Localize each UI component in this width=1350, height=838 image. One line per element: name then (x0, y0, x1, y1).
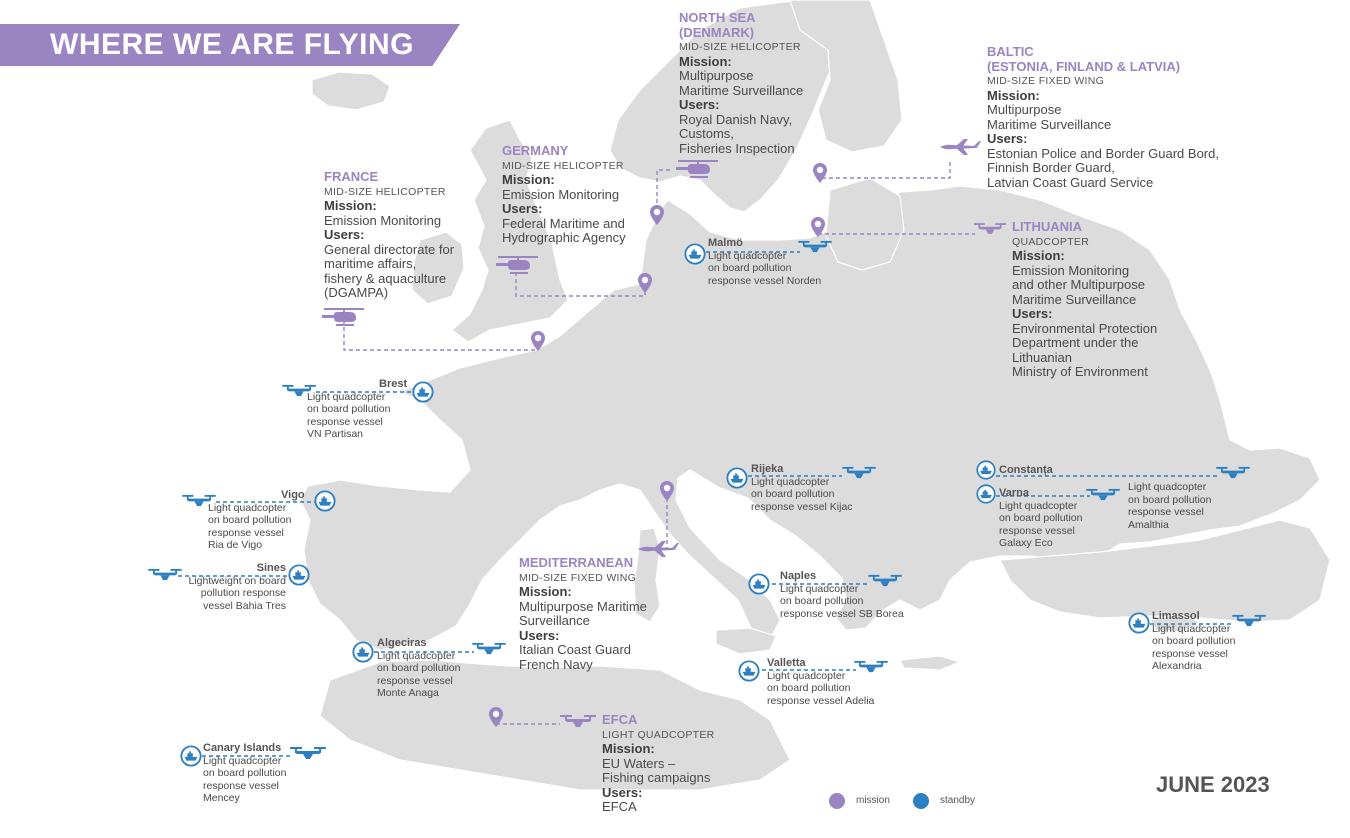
port-name: Malmö (708, 237, 743, 249)
standby-text: on board pollution (999, 512, 1083, 524)
users-label: Users: (679, 97, 720, 112)
standby-text: on board pollution (708, 262, 792, 274)
users-text: Department under the (1012, 335, 1139, 350)
efca-mission-block (602, 713, 715, 815)
lithuania-mission-block (1012, 220, 1157, 380)
naples-standby-label (780, 570, 904, 620)
standby-text: Alexandria (1152, 660, 1202, 672)
baltic-pin-icon[interactable] (813, 163, 827, 183)
standby-text: response vessel Kijac (751, 500, 853, 513)
malmo-standby-label (708, 237, 821, 287)
standby-text: response vessel Norden (708, 274, 822, 287)
port-name: Algeciras (377, 637, 427, 649)
valletta-standby-label (767, 657, 874, 707)
naples-vessel-icon[interactable] (749, 574, 768, 593)
port-name: Vigo (281, 489, 305, 501)
standby-text: on board pollution (1152, 635, 1236, 647)
rijeka-standby-label (751, 463, 853, 513)
standby-text: response vessel (307, 415, 383, 428)
crete-shape (900, 656, 960, 670)
users-label: Users: (519, 627, 560, 643)
mediterranean-title: MEDITERRANEAN (519, 555, 634, 570)
standby-text: response vessel (1152, 647, 1228, 660)
mission-text: Multipurpose Maritime (519, 598, 647, 614)
lithuania-type: QUADCOPTER (1012, 235, 1090, 248)
vigo-standby-label (208, 489, 305, 552)
users-label: Users: (324, 227, 365, 242)
mission-text: Multipurpose (987, 102, 1062, 117)
standby-text: Light quadcopter (780, 582, 859, 595)
users-text: Ministry of Environment (1012, 364, 1148, 379)
efca-title: EFCA (602, 712, 638, 727)
sines-vessel-icon[interactable] (289, 565, 308, 584)
mission-label: Mission: (324, 198, 377, 213)
users-text: Lithuanian (1012, 349, 1072, 365)
port-name: Varna (999, 487, 1029, 499)
users-text: Finnish Border Guard, (987, 160, 1115, 175)
mission-label: Mission: (502, 172, 555, 187)
standby-text: pollution response (200, 587, 286, 599)
germany-title: GERMANY (502, 143, 569, 158)
users-label: Users: (602, 784, 643, 800)
standby-text: Light quadcopter (307, 390, 386, 403)
canary-quadcopter-icon (290, 747, 326, 759)
standby-text: response vessel (999, 524, 1075, 537)
standby-legend-label: standby (940, 795, 976, 806)
germany-mission-block (502, 144, 626, 246)
users-text: Federal Maritime and (502, 215, 625, 231)
port-name: Canary Islands (203, 742, 282, 754)
date-label: JUNE 2023 (1156, 772, 1270, 797)
mediterranean-mission-block (519, 556, 647, 672)
standby-text: response vessel (208, 526, 284, 539)
port-name: Valletta (767, 657, 806, 669)
north-sea-subtitle: (DENMARK) (679, 24, 755, 40)
port-name: Limassol (1152, 610, 1200, 622)
users-text: maritime affairs, (324, 256, 417, 271)
mission-text: EU Waters – (602, 755, 676, 771)
mission-text: Multipurpose (679, 68, 754, 83)
mission-text: Maritime Surveillance (679, 82, 804, 98)
port-name: Brest (379, 378, 408, 390)
standby-text: response vessel Adelia (767, 694, 875, 707)
brest-standby-label (307, 378, 407, 441)
france-helicopter-icon (322, 308, 364, 326)
users-text: (DGAMPA) (324, 285, 389, 300)
mission-text: Fishing campaigns (602, 770, 711, 785)
france-type: MID-SIZE HELICOPTER (324, 185, 446, 198)
standby-text: response vessel SB Borea (780, 607, 904, 620)
mission-legend-dot (829, 793, 845, 809)
users-text: Fisheries Inspection (679, 140, 795, 156)
users-text: Royal Danish Navy, (679, 111, 793, 127)
standby-text: Mencey (203, 792, 240, 804)
standby-text: Galaxy Eco (999, 537, 1053, 549)
users-text: Hydrographic Agency (502, 230, 626, 245)
constanta-standby-label (1128, 481, 1211, 531)
lithuania-title: LITHUANIA (1012, 219, 1083, 234)
brest-vessel-icon[interactable] (413, 382, 432, 401)
standby-text: Light quadcopter (999, 499, 1078, 512)
baltic-type: MID-SIZE FIXED WING (987, 75, 1105, 87)
mission-text: Emission Monitoring (502, 186, 620, 202)
standby-text: Light quadcopter (708, 249, 787, 262)
users-text: Environmental Protection (1012, 320, 1158, 336)
standby-text: Light quadcopter (203, 754, 282, 767)
north-sea-type: MID-SIZE HELICOPTER (679, 41, 801, 53)
constanta-vessel-icon[interactable] (977, 461, 995, 479)
standby-text: on board pollution (208, 514, 292, 526)
standby-text: response vessel (1128, 506, 1204, 518)
canary-vessel-icon[interactable] (181, 746, 200, 765)
sines-standby-label (178, 562, 286, 612)
port-name: Rijeka (751, 463, 784, 475)
vigo-vessel-icon[interactable] (315, 491, 334, 510)
standby-text: vessel Bahia Tres (203, 599, 286, 612)
algeciras-quadcopter-icon (472, 643, 505, 654)
valletta-vessel-icon[interactable] (739, 661, 758, 680)
algeciras-vessel-icon[interactable] (353, 642, 372, 661)
limassol-standby-label (1152, 610, 1235, 673)
baltic-subtitle: (ESTONIA, FINLAND & LATVIA) (987, 58, 1181, 74)
standby-text: Lightweight on board (188, 574, 286, 587)
users-label: Users: (1012, 306, 1053, 321)
mission-label: Mission: (1012, 248, 1065, 263)
varna-vessel-icon[interactable] (977, 485, 995, 503)
mission-label: Mission: (602, 741, 655, 756)
varna-standby-label (999, 487, 1082, 550)
standby-text: Light quadcopter (1128, 481, 1207, 493)
mission-text: Emission Monitoring (1012, 262, 1130, 278)
standby-text: Ria de Vigo (208, 539, 263, 551)
constanta-name-label (999, 464, 1053, 477)
users-label: Users: (502, 201, 543, 216)
port-name: Sines (256, 562, 286, 574)
users-text: EFCA (602, 799, 637, 814)
users-text: Latvian Coast Guard Service (987, 174, 1154, 190)
standby-text: VN Partisan (307, 428, 364, 440)
users-text: Customs, (679, 126, 734, 141)
standby-text: Light quadcopter (377, 649, 456, 662)
page-title: WHERE WE ARE FLYING (50, 28, 414, 61)
standby-text: on board pollution (751, 488, 835, 500)
port-name: Constanța (999, 464, 1053, 476)
standby-text: on board pollution (203, 767, 287, 779)
limassol-vessel-icon[interactable] (1129, 613, 1148, 632)
mission-text: and other Multipurpose (1012, 277, 1145, 292)
users-text: Estonian Police and Border Guard Bord, (987, 145, 1219, 161)
standby-text: Amalthia (1128, 518, 1169, 531)
canary-standby-label (203, 742, 286, 805)
standby-text: Light quadcopter (751, 475, 830, 488)
users-text: fishery & aquaculture (324, 270, 447, 286)
baltic-mission-block (987, 45, 1219, 190)
port-name: Naples (780, 570, 817, 582)
users-text: Italian Coast Guard (519, 642, 632, 657)
standby-text: on board pollution (780, 595, 864, 607)
standby-text: on board pollution (377, 662, 461, 674)
germany-type: MID-SIZE HELICOPTER (502, 159, 624, 172)
standby-text: Light quadcopter (1152, 622, 1231, 635)
users-text: French Navy (519, 656, 593, 672)
mission-legend-label: mission (856, 795, 890, 806)
standby-text: Light quadcopter (767, 669, 846, 682)
users-text: General directorate for (324, 241, 455, 257)
north-sea-mission-block (679, 11, 803, 156)
north-sea-title: NORTH SEA (679, 10, 756, 25)
malmo-vessel-icon[interactable] (685, 244, 704, 263)
mission-text: Surveillance (519, 613, 590, 628)
mission-text: Emission Monitoring (324, 212, 442, 228)
sines-quadcopter-icon (148, 569, 181, 580)
mission-label: Mission: (679, 53, 732, 69)
algeciras-standby-label (377, 637, 460, 700)
standby-text: Monte Anaga (377, 687, 439, 699)
rijeka-vessel-icon[interactable] (727, 468, 746, 487)
mission-text: Maritime Surveillance (1012, 291, 1137, 307)
standby-text: response vessel (203, 779, 279, 792)
standby-text: Light quadcopter (208, 501, 287, 514)
users-label: Users: (987, 131, 1028, 146)
standby-legend-dot (913, 793, 929, 809)
efca-type: LIGHT QUADCOPTER (602, 728, 715, 741)
standby-text: response vessel (377, 674, 453, 687)
standby-text: on board pollution (307, 403, 391, 415)
standby-text: on board pollution (767, 682, 851, 694)
baltic-fixed-wing-icon (940, 139, 981, 155)
baltic-title: BALTIC (987, 44, 1034, 59)
standby-text: on board pollution (1128, 493, 1212, 506)
france-mission-block (324, 170, 454, 301)
mission-text: Maritime Surveillance (987, 116, 1112, 132)
mission-label: Mission: (519, 584, 572, 599)
mission-label: Mission: (987, 87, 1040, 103)
iceland-shape (312, 72, 390, 110)
mediterranean-type: MID-SIZE FIXED WING (519, 571, 637, 584)
baltics-shape (826, 178, 904, 270)
france-title: FRANCE (324, 169, 379, 184)
